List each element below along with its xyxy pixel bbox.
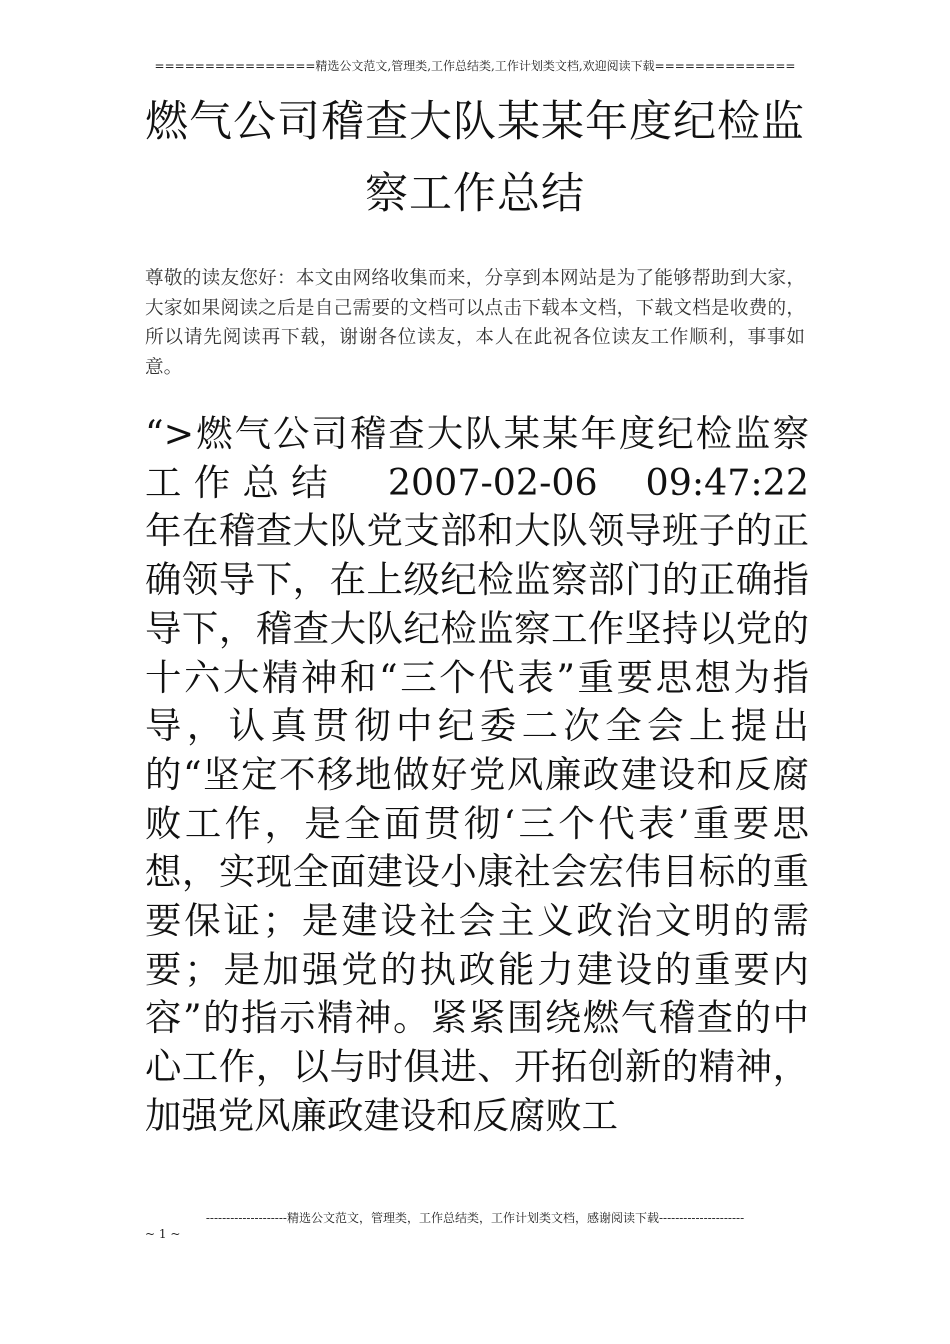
header-banner: ================精选公文范文,管理类,工作总结类,工作计划类文档,欢迎阅读下载============== bbox=[154, 59, 796, 73]
body-paragraph: “>燃气公司稽查大队某某年度纪检监察工作总结 2007-02-06 09:47:22 年在稽查大队党支部和大队领导班子的正确领导下，在上级纪检监察部门的正确指导下，稽查大队纪检监察工作坚持以党的十六大精神和“三个代表”重要思想为指导，认真贯彻中纪委二次全会上提出的“坚定不移地做好党风廉政建设和反腐败工作，是全面贯彻‘三个代表’重要思想，实现全面建设小康社会宏伟目标的重要保证；是建设社会主义政治文明的需要；是加强党的执政能力建设的重要内容”的指示精神。紧紧围绕燃气稽查的中心工作，以与时俱进、开拓创新的精神，加强党风廉政建设和反腐败工 bbox=[145, 412, 902, 1137]
document-title: 燃气公司稽查大队某某年度纪检监察工作总结 bbox=[145, 97, 805, 219]
footer-banner: --------------------精选公文范文，管理类，工作总结类，工作计划类文档，感谢阅读下载--------------------- bbox=[205, 1211, 745, 1225]
page-number: ~ 1 ~ bbox=[145, 1227, 181, 1241]
reader-notice: 尊敬的读友您好：本文由网络收集而来，分享到本网站是为了能够帮助到大家，大家如果阅读之后是自己需要的文档可以点击下载本文档，下载文档是收费的，所以请先阅读再下载，谢谢各位读友，本人在此祝各位读友工作顺利，事事如意。 bbox=[145, 268, 805, 378]
